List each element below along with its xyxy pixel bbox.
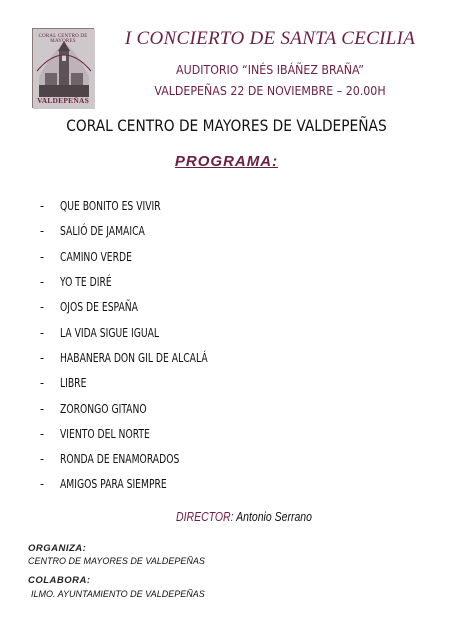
program-item: [40, 345, 240, 370]
logo-arc-text: CORAL CENTRO DE MAYORES: [38, 34, 88, 44]
bullet-dash: -: [40, 349, 45, 365]
song-title: OJOS DE ESPAÑA: [60, 299, 138, 315]
program-heading: PROGRAMA:: [174, 153, 279, 170]
song-title: AMIGOS PARA SIEMPRE: [60, 476, 167, 492]
song-title: YO TE DIRÉ: [60, 274, 112, 290]
bullet-dash: -: [40, 198, 45, 214]
director-name: Antonio Serrano: [236, 510, 312, 524]
colabora-text: ILMO. AYUNTAMIENTO DE VALDEPEÑAS: [31, 589, 205, 599]
program-item: [40, 370, 240, 395]
bullet-dash: -: [40, 400, 45, 416]
song-title: SALIÓ DE JAMAICA: [60, 223, 145, 239]
song-title: VIENTO DEL NORTE: [60, 425, 150, 441]
program-item: [40, 395, 240, 420]
song-title: CAMINO VERDE: [60, 248, 132, 264]
bullet-dash: -: [40, 375, 45, 391]
song-title: LA VIDA SIGUE IGUAL: [60, 324, 160, 340]
bullet-dash: -: [40, 324, 45, 340]
organiza-label: ORGANIZA:: [28, 543, 87, 554]
program-item: [40, 471, 240, 496]
program-item: [40, 218, 240, 243]
date-time-line: VALDEPEÑAS 22 DE NOVIEMBRE – 20.00H: [154, 84, 386, 98]
colabora-label: COLABORA:: [28, 575, 91, 586]
program-item: [40, 421, 240, 446]
director-line: [176, 510, 312, 524]
venue-line: AUDITORIO “INÉS IBÁÑEZ BRAÑA”: [176, 63, 364, 77]
song-title: LIBRE: [60, 375, 87, 391]
bullet-dash: -: [40, 299, 45, 315]
bullet-dash: -: [40, 476, 45, 492]
choir-logo: [32, 28, 94, 108]
concert-title: I CONCIERTO DE SANTA CECILIA: [124, 28, 416, 49]
bullet-dash: -: [40, 274, 45, 290]
song-title: RONDA DE ENAMORADOS: [60, 451, 180, 467]
song-title: HABANERA DON GIL DE ALCALÁ: [60, 349, 208, 365]
bullet-dash: -: [40, 223, 45, 239]
organiza-text: CENTRO DE MAYORES DE VALDEPEÑAS: [28, 556, 205, 566]
program-item: [40, 244, 240, 269]
bullet-dash: -: [40, 451, 45, 467]
program-item: [40, 193, 240, 218]
program-list: [40, 193, 240, 497]
director-label: DIRECTOR:: [176, 510, 234, 524]
program-item: [40, 269, 240, 294]
program-item: [40, 294, 240, 319]
song-title: ZORONGO GITANO: [60, 400, 147, 416]
logo-city-text: VALDEPEÑAS: [37, 96, 89, 105]
bullet-dash: -: [40, 425, 45, 441]
choir-name: CORAL CENTRO DE MAYORES DE VALDEPEÑAS: [66, 116, 387, 135]
program-item: [40, 319, 240, 344]
bullet-dash: -: [40, 248, 45, 264]
song-title: QUE BONITO ES VIVIR: [60, 198, 161, 214]
program-item: [40, 446, 240, 471]
